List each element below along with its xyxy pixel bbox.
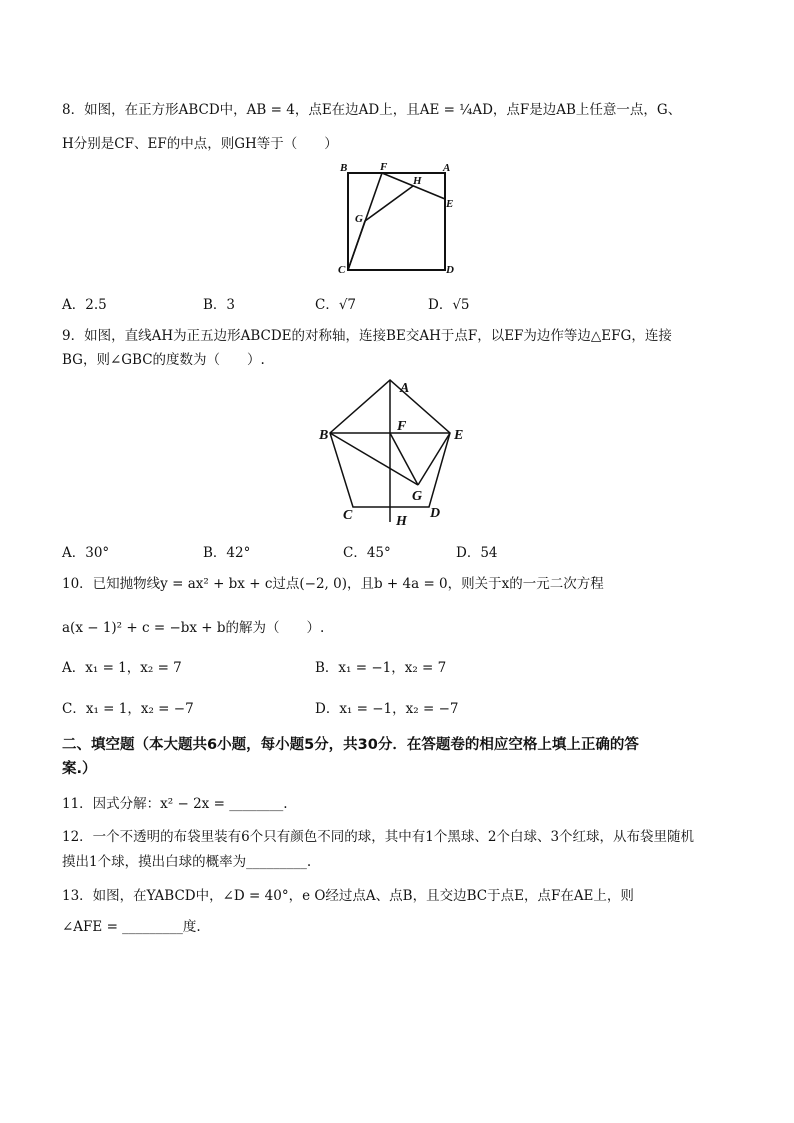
q9-label-B: B [319, 428, 329, 443]
q9-text-line2: BG，则∠GBC的度数为（ ）. [62, 352, 265, 368]
q9-label-E: E [454, 428, 464, 443]
q9-label-H: H [396, 514, 407, 529]
q10-option-a[interactable]: A．x₁ = 1，x₂ = 7 [62, 660, 182, 676]
q9-label-C: C [343, 508, 353, 523]
q8-label-G: G [355, 213, 363, 225]
q9-option-a[interactable]: A．30° [62, 545, 110, 561]
q8-text-line2: H分别是CF、EF的中点，则GH等于（ ） [62, 136, 338, 152]
q8-option-b[interactable]: B．3 [203, 297, 236, 313]
q9-label-F: F [397, 419, 407, 434]
q10-option-c[interactable]: C．x₁ = 1，x₂ = −7 [62, 701, 194, 717]
q8-option-c[interactable]: C．√7 [315, 297, 357, 313]
q8-label-E: E [446, 198, 454, 210]
q9-pentagon-figure [316, 372, 480, 532]
q9-label-A: A [400, 381, 410, 396]
q8-option-a[interactable]: A．2.5 [62, 297, 107, 313]
q8-label-A: A [443, 162, 451, 174]
q9-label-G: G [412, 489, 423, 504]
q13-text-line1: 13．如图，在YABCD中，∠D = 40°，e O经过点A、点B，且交边BC于点E，点F在AE上，则 [62, 888, 634, 904]
q8-option-d[interactable]: D．√5 [428, 297, 470, 313]
q8-label-D: D [446, 264, 454, 276]
q9-label-D: D [430, 506, 441, 521]
q9-option-c[interactable]: C．45° [343, 545, 391, 561]
q11-text: 11．因式分解：x² − 2x = ________. [62, 796, 288, 812]
q8-label-H: H [413, 175, 422, 187]
q13-text-line2: ∠AFE = _________度. [62, 919, 201, 935]
q12-text-line2: 摸出1个球，摸出白球的概率为_________. [62, 854, 312, 870]
q12-text-line1: 12．一个不透明的布袋里装有6个只有颜色不同的球，其中有1个黑球、2个白球、3个红球，从布袋里随机 [62, 829, 695, 845]
q10-option-d[interactable]: D．x₁ = −1，x₂ = −7 [315, 701, 459, 717]
q9-option-d[interactable]: D．54 [456, 545, 498, 561]
q10-text-line1: 10．已知抛物线y = ax² + bx + c过点(−2, 0)，且b + 4a = 0，则关于x的一元二次方程 [62, 576, 604, 592]
q8-text-line1: 8．如图，在正方形ABCD中，AB = 4，点E在边AD上，且AE = ¼AD，点F是边AB上任意一点，G、 [62, 102, 682, 118]
q10-text-line2: a(x − 1)² + c = −bx + b的解为（ ）. [62, 620, 325, 636]
q9-option-b[interactable]: B．42° [203, 545, 251, 561]
q9-text-line1: 9．如图，直线AH为正五边形ABCDE的对称轴，连接BE交AH于点F，以EF为边作等边△EFG，连接 [62, 328, 672, 344]
q8-square-figure [336, 160, 460, 278]
q8-label-B: B [340, 162, 348, 174]
section-heading-line2: 案.） [62, 761, 97, 777]
q8-label-F: F [380, 161, 388, 173]
section-heading-line1: 二、填空题（本大题共6小题，每小题5分，共30分．在答题卷的相应空格上填上正确的答 [62, 737, 639, 753]
q8-label-C: C [338, 264, 346, 276]
q10-option-b[interactable]: B．x₁ = −1，x₂ = 7 [315, 660, 447, 676]
